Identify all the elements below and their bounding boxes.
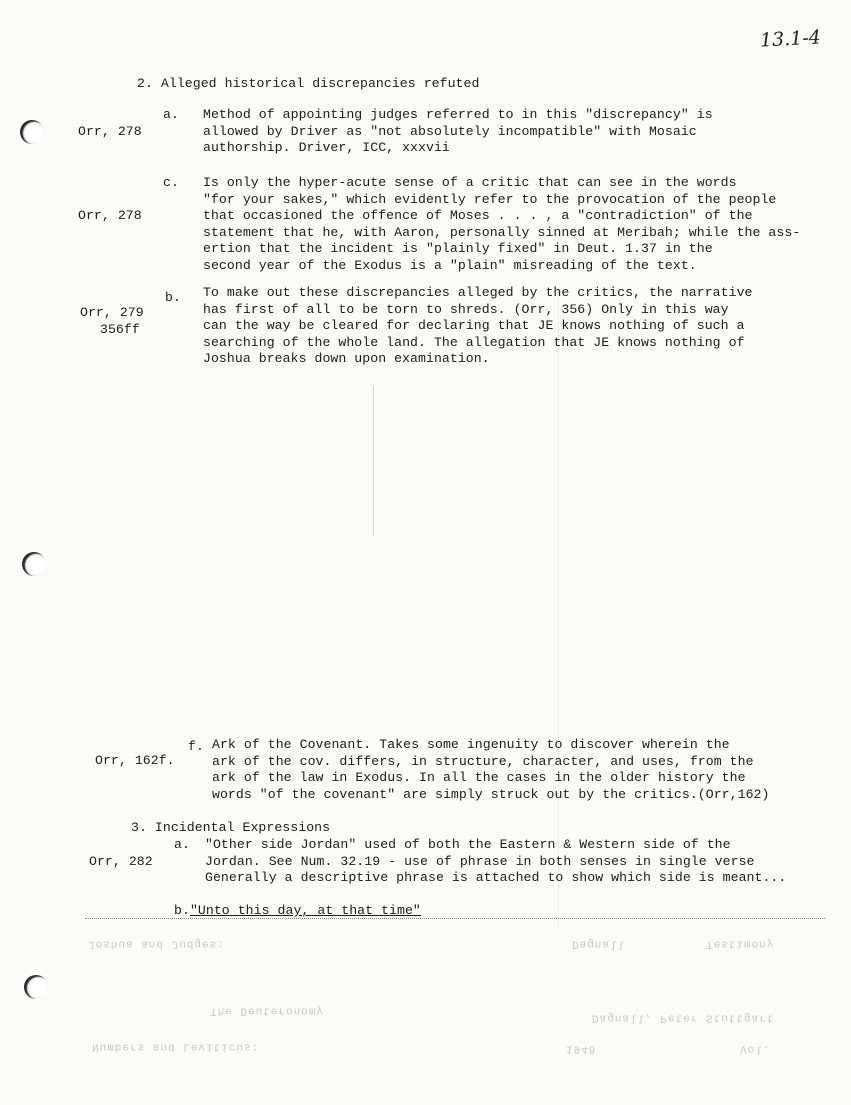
punch-hole-top xyxy=(20,120,44,144)
text-line: "for your sakes," which evidently refer to the provocation of the people xyxy=(203,191,777,207)
section-2-heading: 2. Alleged historical discrepancies refuted xyxy=(137,76,480,91)
text-line: that occasioned the offence of Moses . . . , a "contradiction" of the xyxy=(203,208,753,224)
text-line: To make out these discrepancies alleged by the critics, the narrative xyxy=(203,285,753,300)
item-f-text xyxy=(212,737,769,803)
margin-ref-b-2: 356ff xyxy=(100,322,140,337)
punch-hole-middle xyxy=(22,552,46,576)
margin-ref-b-1: Orr, 279 xyxy=(80,305,144,320)
text-line: has first of all to be torn to shreds. (Orr, 356) Only in this way xyxy=(203,301,729,317)
text-line: ark of the cov. differs, in structure, character, and uses, from the xyxy=(212,753,754,769)
item-3a-label: a. xyxy=(174,837,190,852)
text-line: words "of the covenant" are simply struck out by the critics.(Orr,162) xyxy=(212,786,770,802)
text-line: statement that he, with Aaron, personally sinned at Meribah; while the ass- xyxy=(203,224,801,240)
dotted-divider xyxy=(85,918,825,919)
item-b-label: b. xyxy=(165,290,181,305)
bleed-through-text: Dagnall, Peter Stuttgart xyxy=(592,1011,775,1024)
bleed-through-text: Vol. xyxy=(740,1042,771,1055)
text-line: allowed by Driver as "not absolutely incompatible" with Mosaic xyxy=(203,123,697,139)
text-line: can the way be cleared for declaring that JE knows nothing of such a xyxy=(203,318,745,334)
bleed-through-text: Numbers and Leviticus: xyxy=(92,1040,260,1053)
text-line: Jordan. See Num. 32.19 - use of phrase in both senses in single verse xyxy=(205,853,755,869)
bleed-through-text: Dagnall xyxy=(572,937,626,950)
text-line: searching of the whole land. The allegation that JE knows nothing of xyxy=(203,334,745,350)
text-line: ertion that the incident is "plainly fixed" in Deut. 1.37 in the xyxy=(203,241,713,257)
margin-ref-f: Orr, 162f. xyxy=(95,753,175,768)
text-line: Method of appointing judges referred to in this "discrepancy" is xyxy=(203,107,713,122)
item-3b-text: "Unto this day, at that time" xyxy=(189,903,421,918)
scan-artifact-line xyxy=(373,386,374,536)
punch-hole-bottom xyxy=(24,975,48,999)
bleed-through-text: Testimony xyxy=(706,937,775,950)
item-3b-label: b. xyxy=(174,903,190,918)
text-line: "Other side Jordan" used of both the Eastern & Western side of the xyxy=(205,837,731,852)
text-line: second year of the Exodus is a "plain" misreading of the text. xyxy=(203,257,697,273)
text-line: Is only the hyper-acute sense of a critic that can see in the words xyxy=(203,175,737,190)
text-line: authorship. Driver, ICC, xxxvii xyxy=(203,140,450,156)
item-b-text xyxy=(203,285,753,368)
text-line: Ark of the Covenant. Takes some ingenuity to discover wherein the xyxy=(212,737,730,752)
section-3-heading: 3. Incidental Expressions xyxy=(131,820,331,835)
item-f-label: f. xyxy=(188,739,204,754)
bleed-through-text: 1948 xyxy=(566,1042,597,1055)
margin-ref-a: Orr, 278 xyxy=(78,124,142,139)
text-line: ark of the law in Exodus. In all the cases in the older history the xyxy=(212,770,746,786)
item-3a-text xyxy=(205,837,786,887)
item-c-text xyxy=(203,175,800,275)
text-line: Generally a descriptive phrase is attached to show which side is meant... xyxy=(205,870,787,886)
item-a-text xyxy=(203,107,713,157)
margin-ref-3a: Orr, 282 xyxy=(89,854,153,869)
margin-ref-c: Orr, 278 xyxy=(78,208,142,223)
item-c-label: c. xyxy=(163,175,179,190)
fold-line xyxy=(558,290,560,930)
item-a-label: a. xyxy=(163,107,179,122)
bleed-through-text: The Deuteronomy xyxy=(210,1004,325,1017)
text-line: Joshua breaks down upon examination. xyxy=(203,351,490,367)
page-reference: 13.1-4 xyxy=(759,26,822,52)
bleed-through-text: Joshua and Judges: xyxy=(88,937,225,950)
